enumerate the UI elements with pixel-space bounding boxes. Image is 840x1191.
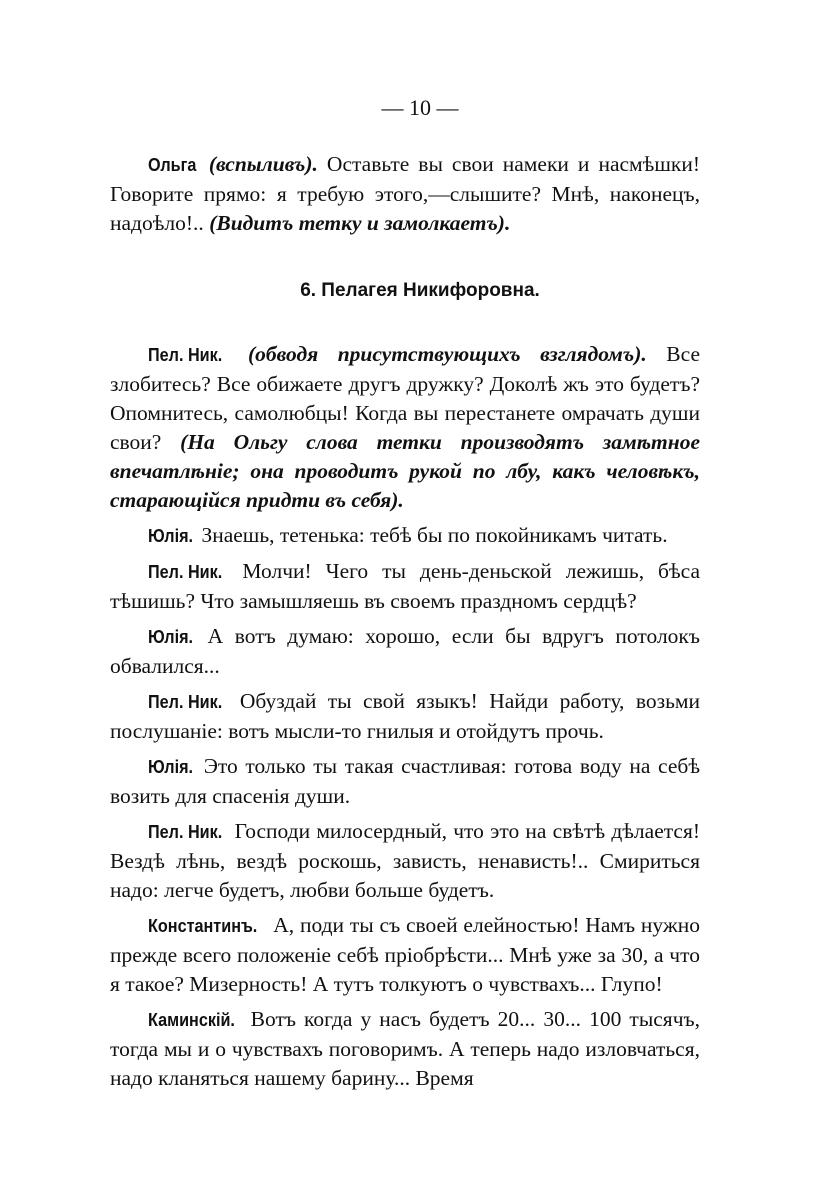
- speaker-name: Пел. Ник.: [148, 692, 223, 712]
- stage-direction: (обводя присутствующихъ взглядомъ).: [248, 342, 647, 366]
- dialogue-text: Молчи! Чего ты день-деньской лежишь, бѣса тѣшишь? Что замышляешь въ своемъ праздномъ сердцѣ?: [110, 559, 700, 613]
- dialogue-top: [110, 150, 700, 238]
- dialogue-line: [110, 622, 700, 681]
- dialogue-text: Знаешь, тетенька: тебѣ бы по покойникамъ читать.: [196, 523, 668, 547]
- speaker-name: Пел. Ник.: [148, 562, 223, 582]
- speaker-name: Каминскій.: [148, 1010, 235, 1030]
- speaker-name: Ольга: [148, 155, 197, 175]
- dialogue-line: [110, 557, 700, 616]
- stage-direction: (Видитъ тетку и замолкаетъ).: [209, 211, 511, 235]
- dialogue-main: [110, 340, 700, 1093]
- dialogue-text: Господи милосердный, что это на свѣтѣ дѣлается! Вездѣ лѣнь, вездѣ роскошь, зависть, ненависть!.. Смириться надо: легче будетъ, любви больше будетъ.: [110, 819, 700, 902]
- dialogue-line: [110, 340, 700, 515]
- dialogue-text: Все злобитесь? Все обижаете другъ дружку? Доколѣ жъ это будетъ? Опомнитесь, самолюбцы! Когда вы перестанете омрачать души свои?: [110, 342, 700, 454]
- dialogue-line: [110, 150, 700, 238]
- dialogue-text: А, поди ты съ своей елейностью! Намъ нужно прежде всего положеніе себѣ пріобрѣсти... Мнѣ уже за 30, а что я такое? Мизерность! А тутъ толкуютъ о чувствахъ... Глупо!: [110, 913, 700, 996]
- dialogue-text: А вотъ думаю: хорошо, если бы вдругъ потолокъ обвалился...: [110, 624, 700, 678]
- dialogue-text: Вотъ когда у насъ будетъ 20... 30... 100 тысячъ, тогда мы и о чувствахъ поговоримъ. А теперь надо изловчаться, надо кланяться нашему барину... Время: [110, 1007, 700, 1090]
- dialogue-text: Обуздай ты свой языкъ! Найди работу, возьми послушаніе: вотъ мысли-то гнилыя и отойдутъ прочь.: [110, 689, 700, 743]
- dialogue-line: [110, 521, 700, 551]
- speaker-name: Пел. Ник.: [148, 345, 223, 365]
- speaker-name: Юлія.: [148, 526, 194, 546]
- stage-direction: (На Ольгу слова тетки производятъ замѣтное впечатлѣніе; она проводитъ рукой по лбу, какъ человѣкъ, старающійся придти въ себя).: [110, 430, 700, 512]
- speaker-name: Константинъ.: [148, 916, 258, 936]
- page-number: — 10 —: [381, 95, 459, 120]
- section-title: 6. Пелагея Никифоровна.: [300, 280, 540, 301]
- dialogue-text: Это только ты такая счастливая: готова воду на себѣ возить для спасенія души.: [110, 754, 700, 808]
- speaker-name: Юлія.: [148, 627, 194, 647]
- speaker-name: Пел. Ник.: [148, 822, 223, 842]
- dialogue-line: [110, 817, 700, 905]
- dialogue-line: [110, 752, 700, 811]
- speaker-name: Юлія.: [148, 757, 194, 777]
- stage-direction: (вспыливъ).: [208, 152, 318, 176]
- dialogue-line: [110, 911, 700, 999]
- dialogue-line: [110, 1005, 700, 1093]
- dialogue-line: [110, 687, 700, 746]
- dialogue-text: Оставьте вы свои намеки и насмѣшки! Говорите прямо: я требую этого,—слышите? Мнѣ, наконецъ, надоѣло!..: [110, 152, 700, 235]
